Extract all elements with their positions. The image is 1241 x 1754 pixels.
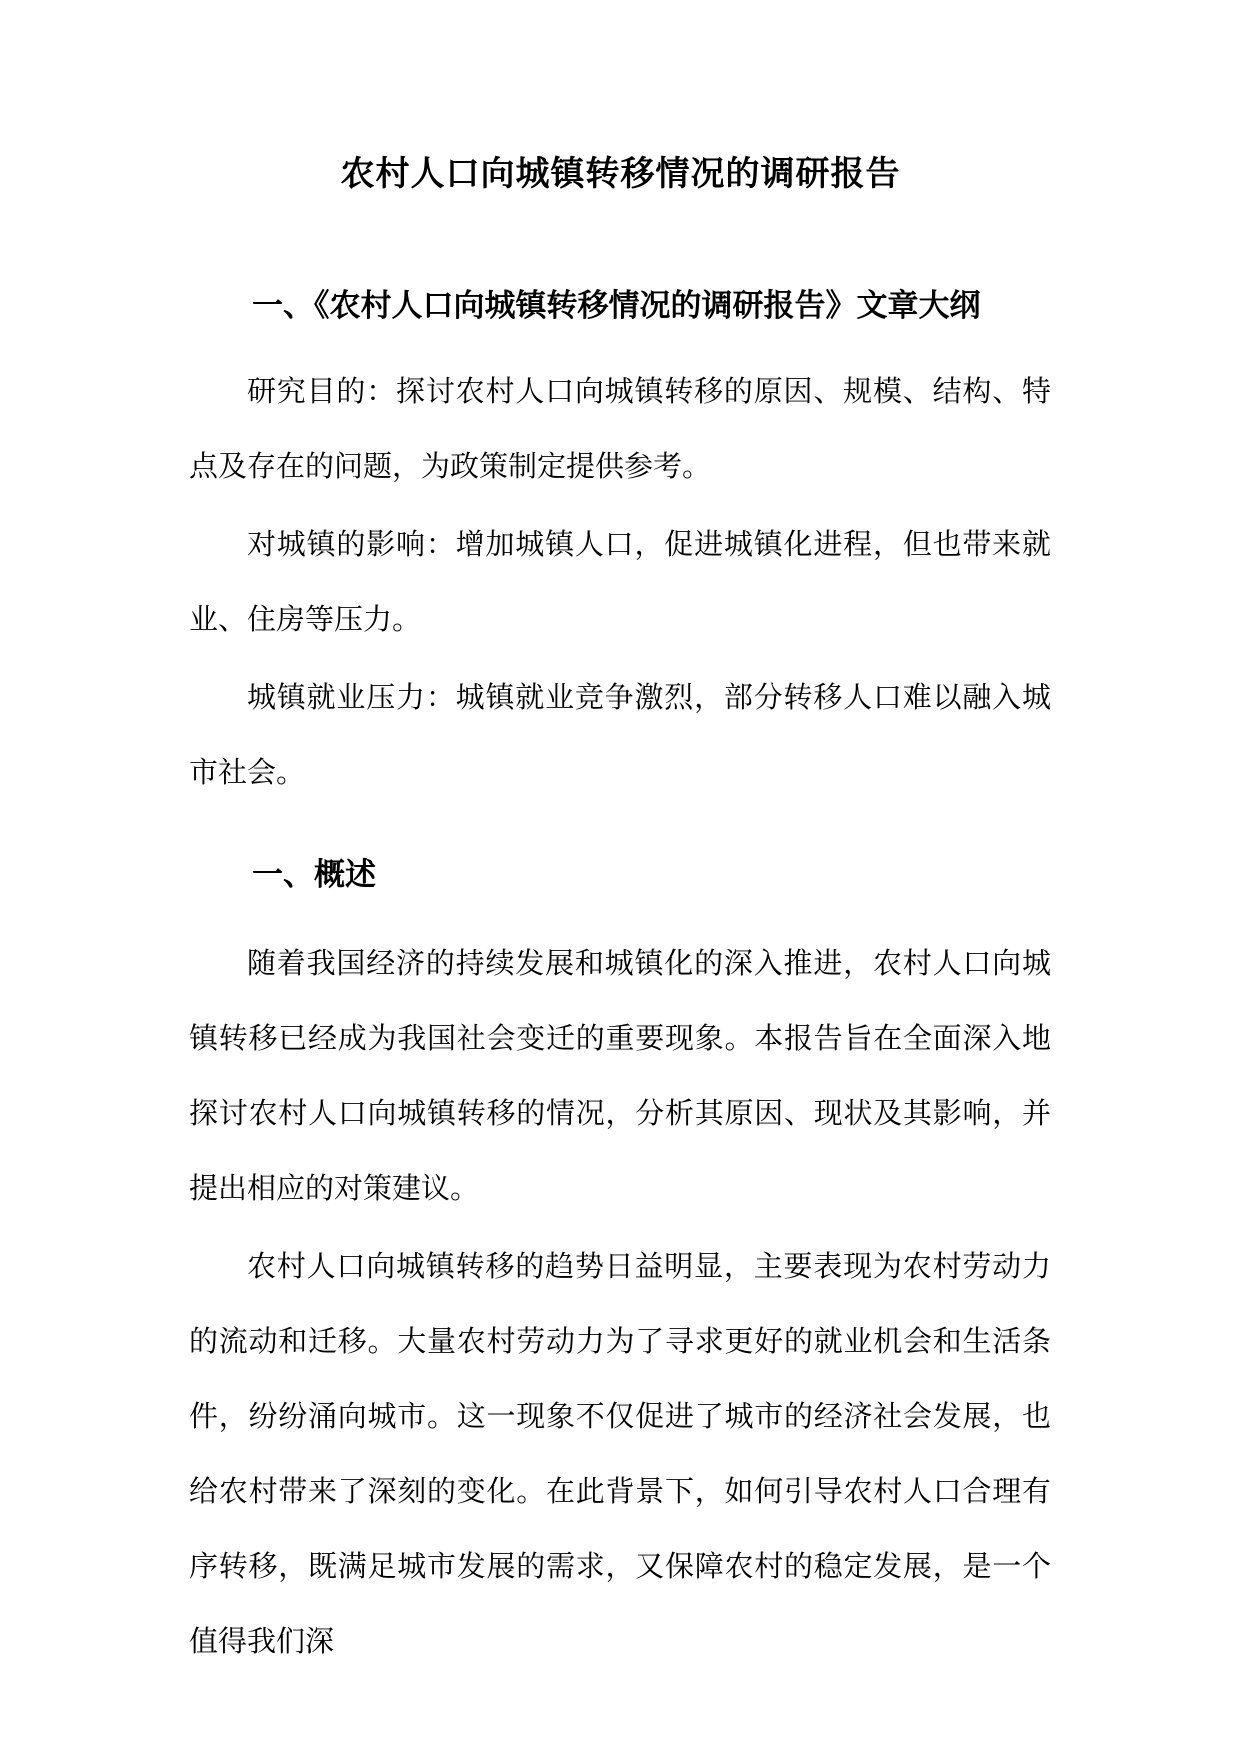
section-heading-overview: 一、概述	[252, 857, 376, 893]
paragraph-overview-intro: 随着我国经济的持续发展和城镇化的深入推进，农村人口向城镇转移已经成为我国社会变迁的重要现象。本报告旨在全面深入地探讨农村人口向城镇转移的情况，分析其原因、现状及其影响，并提出相应的对策建议。	[189, 946, 1051, 1205]
paragraph-employment-pressure: 城镇就业压力：城镇就业竞争激烈，部分转移人口难以融入城市社会。	[189, 680, 1051, 789]
section-heading-outline: 一、《农村人口向城镇转移情况的调研报告》文章大纲	[252, 288, 981, 324]
paragraph-overview-trend: 农村人口向城镇转移的趋势日益明显，主要表现为农村劳动力的流动和迁移。大量农村劳动力为了寻求更好的就业机会和生活条件，纷纷涌向城市。这一现象不仅促进了城市的经济社会发展，也给农村带来了深刻的变化。在此背景下，如何引导农村人口合理有序转移，既满足城市发展的需求，又保障农村的稳定发展，是一个值得我们深	[189, 1249, 1051, 1658]
paragraph-impact-on-towns: 对城镇的影响：增加城镇人口，促进城镇化进程，但也带来就业、住房等压力。	[189, 527, 1051, 636]
paragraph-research-purpose: 研究目的：探讨农村人口向城镇转移的原因、规模、结构、特点及存在的问题，为政策制定提供参考。	[189, 374, 1051, 483]
document-title: 农村人口向城镇转移情况的调研报告	[340, 154, 901, 194]
